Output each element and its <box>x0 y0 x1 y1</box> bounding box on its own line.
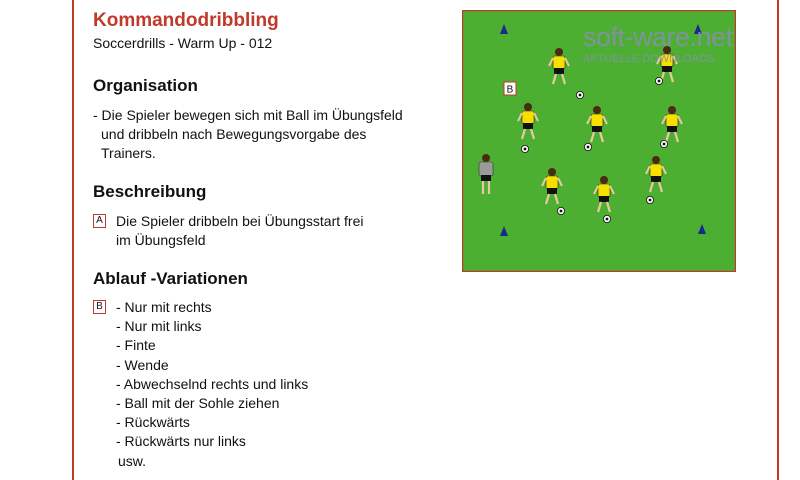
svg-text:B: B <box>506 84 514 96</box>
ball-icon <box>576 91 583 98</box>
organisation-text <box>93 106 403 163</box>
ball-icon <box>521 145 528 152</box>
page-border-right <box>777 0 779 480</box>
list-item: - Rückwärts nur links <box>116 433 246 450</box>
organisation-line: Trainers. <box>101 145 156 161</box>
coach-marker <box>504 82 516 96</box>
watermark-tagline: AKTUELLE DOWNLOADS <box>583 53 715 65</box>
list-item: - Abwechselnd rechts und links <box>116 375 309 392</box>
beschreibung-line: im Übungsfeld <box>116 232 206 248</box>
page-border-left <box>72 0 74 480</box>
heading-ablauf: Ablauf -Variationen <box>93 269 248 288</box>
ball-icon <box>646 196 653 203</box>
ball-icon <box>603 215 610 222</box>
marker-b: B <box>93 300 106 314</box>
list-item: - Rückwärts <box>116 414 190 431</box>
ball-icon <box>584 143 591 150</box>
ball-icon <box>660 140 667 147</box>
heading-organisation: Organisation <box>93 76 198 95</box>
ball-icon <box>557 207 564 214</box>
beschreibung-text <box>116 212 363 250</box>
marker-a: A <box>93 214 106 228</box>
heading-beschreibung: Beschreibung <box>93 182 207 201</box>
organisation-line: - Die Spieler bewegen sich mit Ball im Übungsfeld <box>93 107 403 123</box>
ball-icon <box>655 77 662 84</box>
organisation-line: und dribbeln nach Bewegungsvorgabe des <box>101 126 367 142</box>
drill-subtitle: Soccerdrills - Warm Up - 012 <box>93 35 273 51</box>
list-item: - Ball mit der Sohle ziehen <box>116 395 280 412</box>
list-item: - Wende <box>116 356 169 373</box>
list-item: - Nur mit rechts <box>116 299 212 315</box>
drill-title: Kommandodribbling <box>93 10 279 31</box>
watermark-logo: soft-ware.net <box>583 22 733 52</box>
watermark <box>583 22 783 72</box>
beschreibung-line: Die Spieler dribbeln bei Übungsstart frei <box>116 213 364 229</box>
list-item: usw. <box>118 452 147 469</box>
variation-list <box>116 298 308 471</box>
list-item: - Finte <box>116 337 156 354</box>
list-item: - Nur mit links <box>116 318 202 335</box>
